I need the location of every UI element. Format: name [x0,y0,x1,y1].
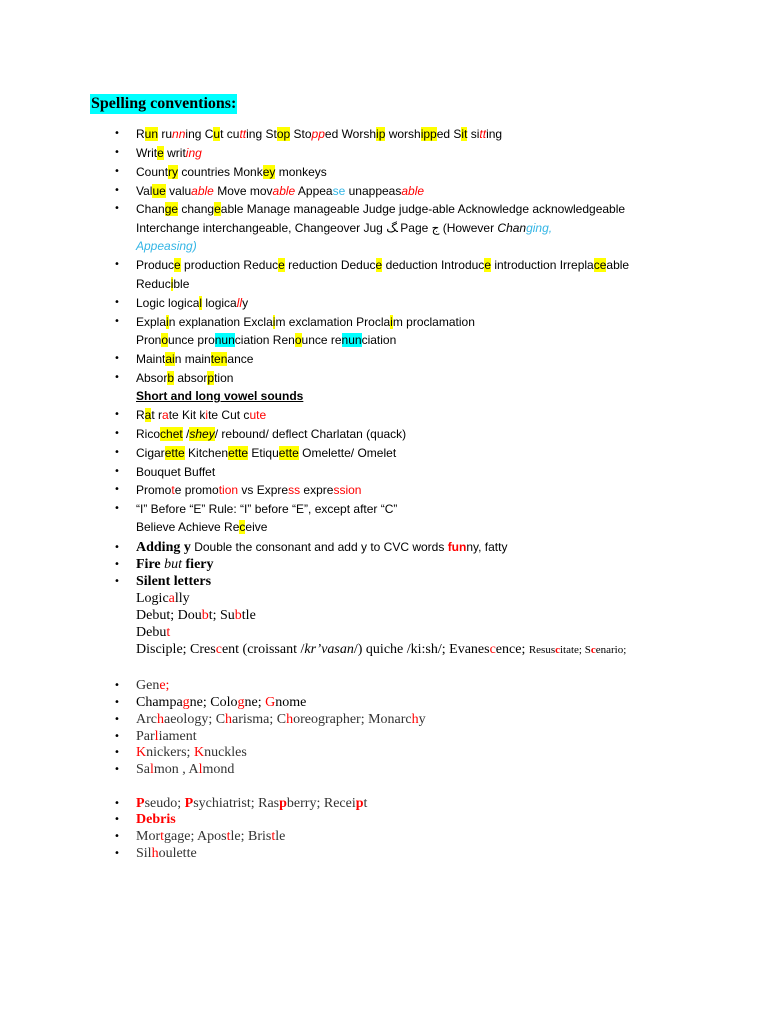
list-item: Knickers; Knuckles [136,745,247,760]
section-heading: Short and long vowel sounds [136,389,304,403]
list-item: Produce production Reduce reduction Deduce deduction Introduce introduction Irreplaceable [136,258,630,272]
bullet: • [114,372,120,383]
list-item: Salmon , Almond [136,762,235,777]
list-item: Promote promotion vs Express expression [136,483,362,497]
list-item: Adding y Double the consonant and add y to CVC words funny, fatty [136,540,508,555]
bullet: • [114,831,120,842]
list-item: Value valuable Move movable Appease unappeasable [136,184,425,198]
list-item: Parliament [136,729,197,744]
bullet: • [114,697,120,708]
list-item: Debris [136,812,176,827]
list-item: Pseudo; Psychiatrist; Raspberry; Receipt [136,796,368,811]
bullet: • [114,559,120,570]
bullet: • [114,680,120,691]
list-item: Fire but fiery [136,557,214,572]
bullet: • [114,203,120,214]
list-item-continuation: Debut; Doubt; Subtle [136,608,256,623]
list-item: Champagne; Cologne; Gnome [136,695,307,710]
bullet: • [114,503,120,514]
list-item: Silent letters [136,574,212,589]
bullet: • [114,316,120,327]
bullet: • [114,714,120,725]
list-item-continuation: Interchange interchangeable, Changeover Jug ﮓ Page ج (However Changing, [136,221,553,235]
bullet: • [114,731,120,742]
bullet: • [114,185,120,196]
bullet: • [114,128,120,139]
bullet: • [114,764,120,775]
bullet: • [114,848,120,859]
list-item: Ricochet /shey/ rebound/ deflect Charlatan (quack) [136,427,407,441]
bullet: • [114,747,120,758]
bullet: • [114,428,120,439]
bullet: • [114,147,120,158]
list-item-continuation: Appeasing) [136,239,197,253]
list-item-continuation: Reducible [136,277,190,291]
list-item: Bouquet Buffet [136,465,216,479]
list-item: Silhoulette [136,846,197,861]
list-item: Absorb absorption [136,371,234,385]
bullet: • [114,798,120,809]
list-item: Rat rate Kit kite Cut cute [136,408,267,422]
list-item: Write writing [136,146,202,160]
list-item: Mortgage; Apostle; Bristle [136,829,286,844]
bullet: • [114,353,120,364]
list-item-continuation: Pronounce pronunciation Renounce renunciation [136,333,397,347]
list-item: Country countries Monkey monkeys [136,165,327,179]
page-title: Spelling conventions: [91,95,237,112]
bullet: • [114,259,120,270]
bullet: • [114,484,120,495]
bullet: • [114,297,120,308]
list-item: Cigarette Kitchenette Etiquette Omelette/ Omelet [136,446,397,460]
list-item: Explain explanation Exclaim exclamation Proclaim proclamation [136,315,475,329]
bullet: • [114,814,120,825]
bullet: • [114,447,120,458]
list-item-continuation: Logically [136,591,190,606]
bullet: • [114,542,120,553]
bullet: • [114,409,120,420]
list-item: Logic logical logically [136,296,249,310]
list-item-continuation: Debut [136,625,171,640]
list-item: Maintain maintenance [136,352,254,366]
list-item: Archaeology; Charisma; Choreographer; Monarchy [136,712,426,727]
bullet: • [114,576,120,587]
list-item-continuation: Believe Achieve Receive [136,520,268,534]
list-item-continuation: Disciple; Crescent (croissant /kr’vasan/) quiche /ki:sh/; Evanescence; Resuscitate; Scenario; [136,642,627,657]
list-item: Gene; [136,678,170,693]
list-item: Run running Cut cutting Stop Stopped Worship worshipped Sit sitting [136,127,503,141]
list-item: Change changeable Manage manageable Judge judge-able Acknowledge acknowledgeable [136,202,626,216]
bullet: • [114,166,120,177]
list-item: “I” Before “E” Rule: “I” before “E”, except after “C” [136,502,398,516]
bullet: • [114,466,120,477]
